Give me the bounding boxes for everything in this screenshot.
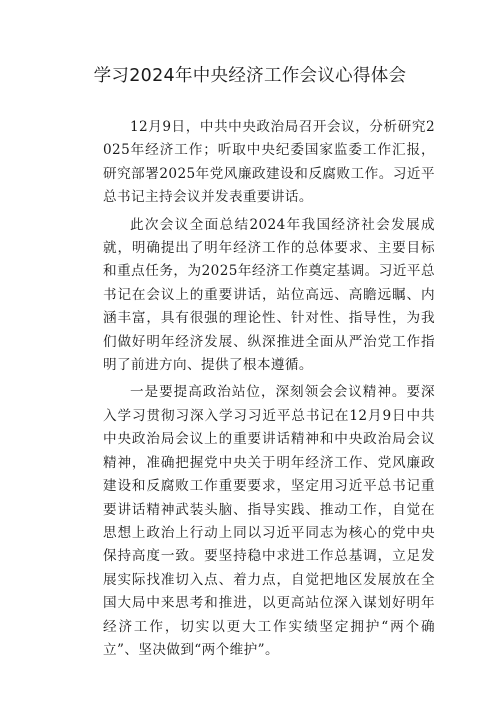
paragraph-2: 此次会议全面总结2024年我国经济社会发展成就，明确提出了明年经济工作的总体要求、主要目标和重点任务，为2025年经济工作奠定基调。习近平总书记在会议上的重要讲话，站位高远、高瞻远瞩、内涵丰富，具有很强的理论性、针对性、指导性，为我们做好明年经济发展、纵深推进全面从严治党工作指明了前进方向、提供了根本遵循。: [103, 216, 435, 374]
paragraph-1: 12月9日，中共中央政治局召开会议，分析研究2025年经济工作；听取中央纪委国家监委工作汇报，研究部署2025年党风廉政建设和反腐败工作。习近平总书记主持会议并发表重要讲话。: [103, 119, 435, 206]
document-title: 学习2024年中央经济工作会议心得体会: [93, 66, 407, 86]
document-body: [103, 116, 435, 666]
paragraph-3: 一是要提高政治站位，深刻领会会议精神。要深入学习贯彻习深入学习习近平总书记在12月9日中共中央政治局会议上的重要讲话精神和中央政治局会议精神，准确把握党中央关于明年经济工作、党风廉政建设和反腐败工作重要要求，坚定用习近平总书记重要讲话精神武装头脑、指导实践、推动工作，自觉在思想上政治上行动上同以习近平同志为核心的党中央保持高度一致。要坚持稳中求进工作总基调，立足发展实际找准切入点、着力点，自觉把地区发展放在全国大局中来思考和推进，以更高站位深入谋划好明年经济工作，切实以更大工作实绩坚定拥护“两个确立”、坚决做到“两个维护”。: [103, 384, 435, 658]
